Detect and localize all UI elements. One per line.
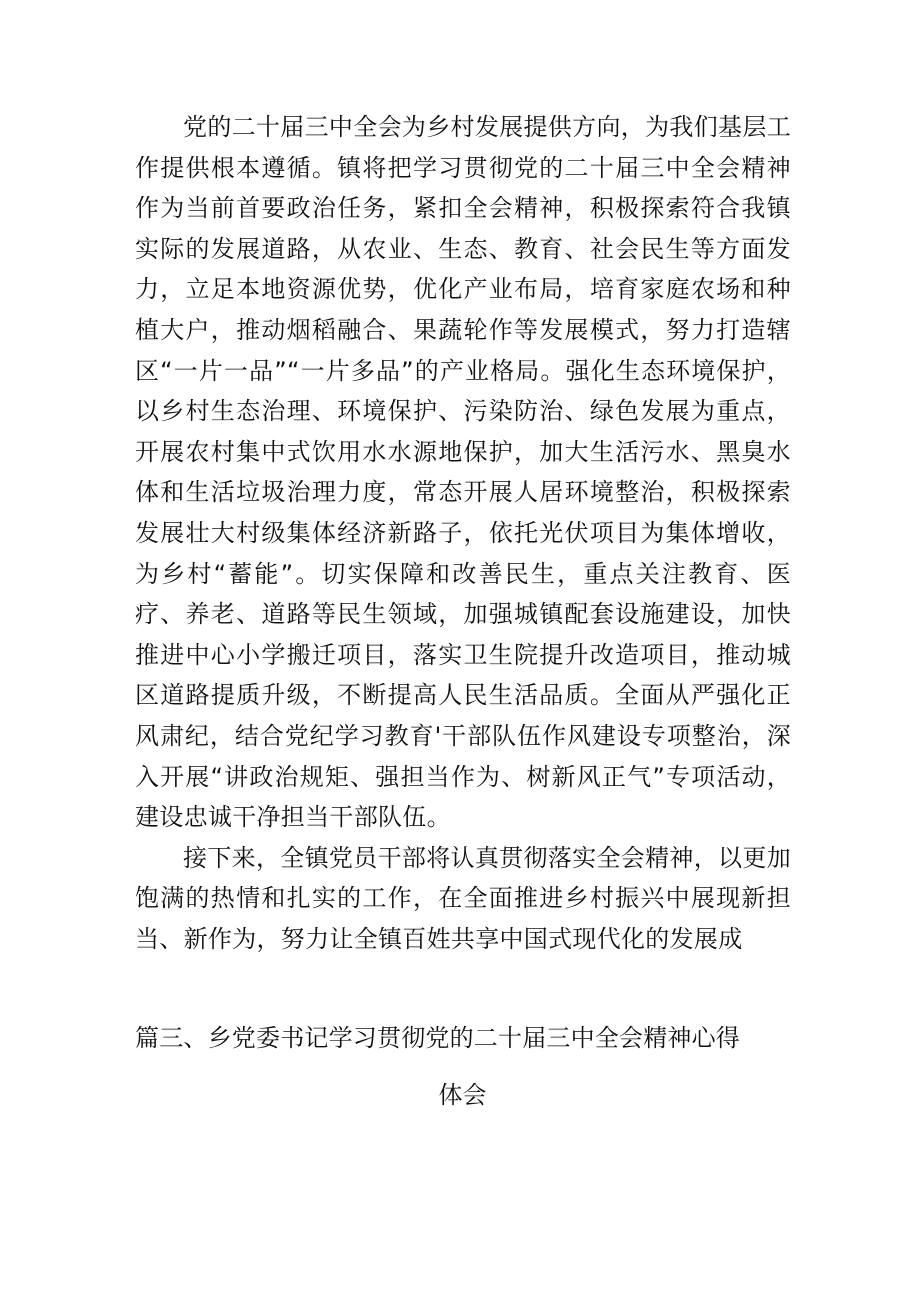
paragraph-next-steps: 接下来，全镇党员干部将认真贯彻落实全会精神，以更加饱满的热情和扎实的工作，在全面推进乡村振兴中展现新担当、新作为，努力让全镇百姓共享中国式现代化的发展成 <box>135 843 791 953</box>
section-heading-continuation: 体会 <box>438 1081 487 1109</box>
section-heading: 篇三、乡党委书记学习贯彻党的二十届三中全会精神心得 <box>135 1024 740 1052</box>
body-text <box>135 107 791 959</box>
paragraph-rural-development: 党的二十届三中全会为乡村发展提供方向，为我们基层工作提供根本遵循。镇将把学习贯彻党的二十届三中全会精神作为当前首要政治任务，紧扣全会精神，积极探索符合我镇实际的发展道路，从农业、生态、教育、社会民生等方面发力，立足本地资源优势，优化产业布局，培育家庭农场和种植大户，推动烟稻融合、果蔬轮作等发展模式，努力打造辖区“一片一品”“一片多品”的产业格局。强化生态环境保护，以乡村生态治理、环境保护、污染防治、绿色发展为重点，开展农村集中式饮用水水源地保护，加大生活污水、黑臭水体和生活垃圾治理力度，常态开展人居环境整治，积极探索发展壮大村级集体经济新路子，依托光伏项目为集体增收，为乡村“蓄能”。切实保障和改善民生，重点关注教育、医疗、养老、道路等民生领域，加强城镇配套设施建设，加快推进中心小学搬迁项目，落实卫生院提升改造项目，推动城区道路提质升级，不断提高人民生活品质。全面从严强化正风肃纪，结合党纪学习教育'干部队伍作风建设专项整治，深入开展“讲政治规矩、强担当作为、树新风正气”专项活动，建设忠诚干净担当干部队伍。 <box>135 113 791 832</box>
